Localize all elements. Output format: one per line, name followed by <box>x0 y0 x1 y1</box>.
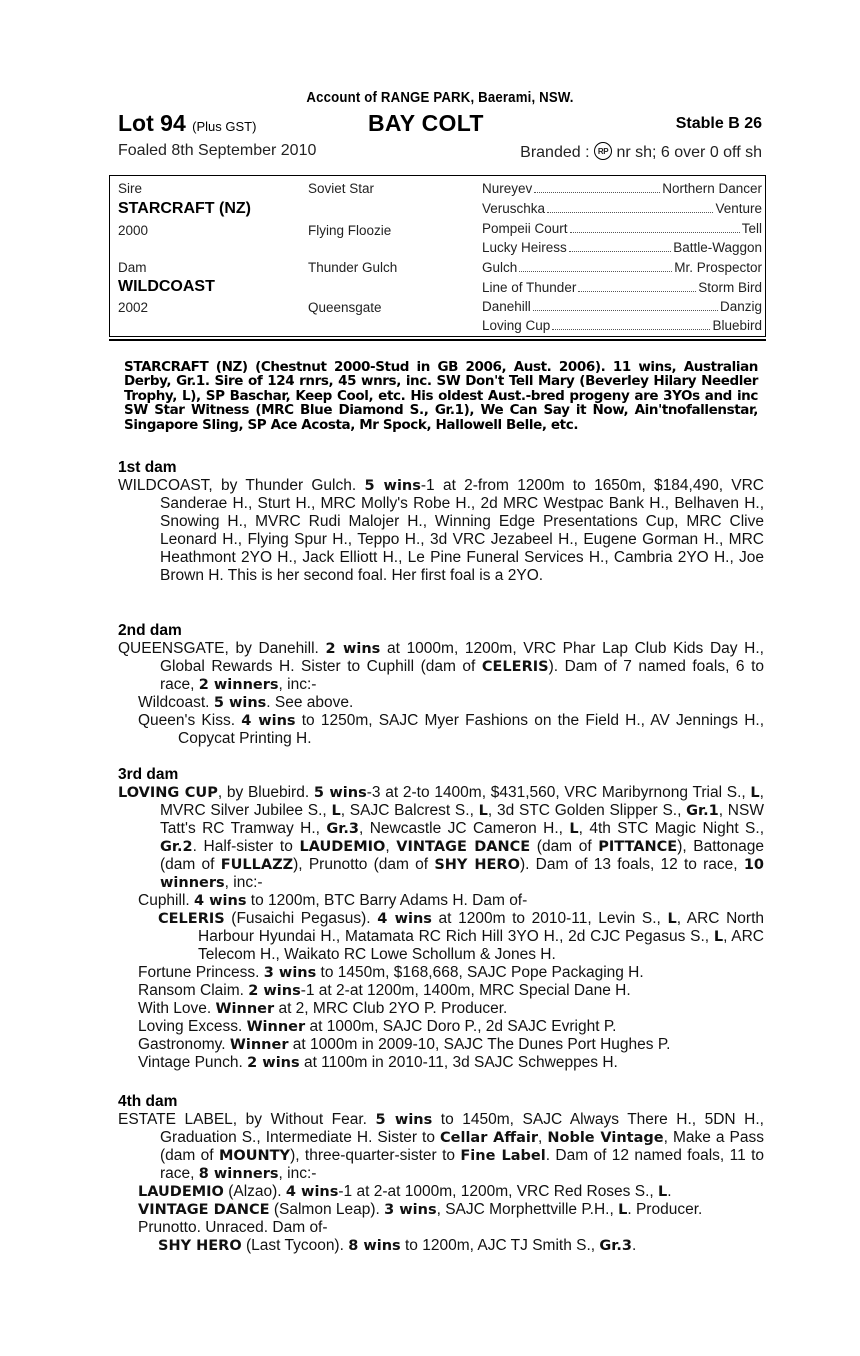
ancestor-right: Tell <box>741 221 762 236</box>
first-dam-section <box>118 459 764 585</box>
progeny-entry: Fortune Princess. 3 wins to 1450m, $168,668, SAJC Pope Packaging H. <box>138 964 644 981</box>
ancestor-left: Danehill <box>482 299 531 314</box>
sire-dam: Flying Floozie <box>308 223 392 238</box>
lot-row <box>118 108 762 138</box>
sire-name: STARCRAFT (NZ) <box>118 200 252 217</box>
second-dam-section <box>118 622 764 748</box>
dam-label: Dam <box>118 260 147 275</box>
stable-location: Stable B 26 <box>675 115 762 132</box>
divider <box>109 339 766 341</box>
dam-year: 2002 <box>118 300 149 315</box>
lot-number <box>118 108 256 142</box>
progeny-entry: VINTAGE DANCE (Salmon Leap). 3 wins, SAJC Morphettville P.H., L. Producer. <box>138 1201 703 1218</box>
progeny-entry: LAUDEMIO (Alzao). 4 wins-1 at 2-at 1000m, 1200m, VRC Red Roses S., L. <box>138 1183 672 1200</box>
progeny-entry: With Love. Winner at 2, MRC Club 2YO P. Producer. <box>138 1000 508 1017</box>
vendor-line: Account of RANGE PARK, Baerami, NSW. <box>306 89 574 106</box>
pedigree-table <box>109 175 766 337</box>
section-title: 3rd dam <box>118 766 179 783</box>
first-dam-text: WILDCOAST, by Thunder Gulch. 5 wins-1 at 2-from 1200m to 1650m, $184,490, VRC Sanderae H., Sturt H., MRC Molly's Robe H., 2d MRC Westpac Bank H., Belhaven H., Snowing H., MVRC Rudi Malojer H., Winning Edge Presentations Cup, MRC Clive Leonard H., Flying Spur H., Teppo H., 3d VRC Jezabeel H., Eugene Gorman H., MRC Heathmont 2YO H., Jack Elliott H., Le Pine Funeral Services H., Cambria 2YO H., Joe Brown H. This is her second foal. Her first foal is a 2YO. <box>118 477 764 584</box>
lot-label: Lot 94 <box>118 110 186 136</box>
ancestor-left: Nureyev <box>482 181 533 196</box>
branded-suffix: nr sh; 6 over 0 off sh <box>616 144 762 161</box>
progeny-entry: Loving Excess. Winner at 1000m, SAJC Doro P., 2d SAJC Evright P. <box>138 1018 617 1035</box>
ancestor-row <box>482 298 762 316</box>
ancestor-row <box>482 200 762 218</box>
ancestor-left: Lucky Heiress <box>482 240 567 255</box>
second-dam-text: QUEENSGATE, by Danehill. 2 wins at 1000m, 1200m, VRC Phar Lap Club Kids Day H., Global Rewards H. Sister to Cuphill (dam of CELERIS). Dam of 7 named foals, 6 to race, 2 winners, inc:- <box>118 640 765 693</box>
dam-dam: Queensgate <box>308 300 382 315</box>
ancestor-right: Battle-Waggon <box>673 240 762 255</box>
ancestor-right: Danzig <box>719 299 762 314</box>
progeny-entry: Wildcoast. 5 wins. See above. <box>138 694 354 711</box>
section-title: 1st dam <box>118 459 177 476</box>
progeny-entry: Gastronomy. Winner at 1000m in 2009-10, SAJC The Dunes Port Hughes P. <box>138 1036 671 1053</box>
ancestor-row <box>482 220 762 238</box>
sire-summary: STARCRAFT (NZ) (Chestnut 2000-Stud in GB 2006, Aust. 2006). 11 wins, Australian Derby, Gr.1. Sire of 124 rnrs, 45 wnrs, inc. SW Don't Tell Mary (Beverley Hilary Needler Trophy, L), SP Baschar, Keep Cool, etc. His oldest Aust.-bred progeny are 3YOs and inc SW Star Witness (MRC Blue Diamond S., Gr.1), We Can Say it Now, Ain'tnofallenstar, Singapore Sling, SP Ace Acosta, Mr Spock, Hallowell Belle, etc. <box>124 358 758 433</box>
ancestor-right: Storm Bird <box>698 280 762 295</box>
lot-note: (Plus GST) <box>192 119 257 134</box>
branded-prefix: Branded : <box>520 144 590 161</box>
third-dam-text: LOVING CUP, by Bluebird. 5 wins-3 at 2-to 1400m, $431,560, VRC Maribyrnong Trial S., L, MVRC Silver Jubilee S., L, SAJC Balcrest S., L, 3d STC Golden Slipper S., Gr.1, NSW Tatt's RC Tramway H., Gr.3, Newcastle JC Cameron H., L, 4th STC Magic Night S., Gr.2. Half-sister to LAUDEMIO, VINTAGE DANCE (dam of PITTANCE), Battonage (dam of FULLAZZ), Prunotto (dam of SHY HERO). Dam of 13 foals, 12 to race, 10 winners, inc:- <box>118 784 764 891</box>
section-title: 2nd dam <box>118 622 182 639</box>
progeny-entry: Ransom Claim. 2 wins-1 at 2-at 1200m, 1400m, MRC Special Dane H. <box>138 982 631 999</box>
ancestor-row <box>482 279 762 297</box>
ancestor-row <box>482 180 762 198</box>
ancestor-row <box>482 239 762 257</box>
catalogue-header <box>118 88 762 166</box>
sire-label: Sire <box>118 181 143 196</box>
ancestor-row <box>482 259 762 277</box>
ancestor-left: Line of Thunder <box>482 280 577 295</box>
ancestor-left: Gulch <box>482 260 518 275</box>
foaled-row <box>118 138 762 166</box>
fourth-dam-text: ESTATE LABEL, by Without Fear. 5 wins to 1450m, SAJC Always There H., 5DN H., Graduation S., Intermediate H. Sister to Cellar Affair, Noble Vintage, Make a Pass (dam of MOUNTY), three-quarter-sister to Fine Label. Dam of 12 named foals, 11 to race, 8 winners, inc:- <box>118 1111 764 1182</box>
ancestor-left: Veruschka <box>482 201 546 216</box>
progeny-entry: Prunotto. Unraced. Dam of- <box>138 1219 328 1236</box>
ancestor-row <box>482 317 762 335</box>
progeny-entry: CELERIS (Fusaichi Pegasus). 4 wins at 1200m to 2010-11, Levin S., L, ARC North Harbour Hyundai H., Matamata RC Rich Hill 3YO H., 2d CJC Pegasus S., L, ARC Telecom H., Waikato RC Lowe Schollum & Jones H. <box>158 910 765 963</box>
section-title: 4th dam <box>118 1093 178 1110</box>
third-dam-section <box>118 766 764 1072</box>
sire-sire: Soviet Star <box>308 181 375 196</box>
progeny-entry: Queen's Kiss. 4 wins to 1250m, SAJC Myer Fashions on the Field H., AV Jennings H., Copycat Printing H. <box>138 712 764 747</box>
ancestor-left: Loving Cup <box>482 318 551 333</box>
dam-sire: Thunder Gulch <box>308 260 398 275</box>
sire-year: 2000 <box>118 223 149 238</box>
lot-description: BAY COLT <box>368 110 484 136</box>
ancestor-left: Pompeii Court <box>482 221 568 236</box>
ancestor-right: Bluebird <box>712 318 762 333</box>
progeny-entry: SHY HERO (Last Tycoon). 8 wins to 1200m, AJC TJ Smith S., Gr.3. <box>158 1237 637 1254</box>
ancestor-right: Mr. Prospector <box>674 260 762 275</box>
ancestor-right: Venture <box>715 201 762 216</box>
brand-info <box>520 142 762 162</box>
ancestor-right: Northern Dancer <box>662 181 762 196</box>
foaled-date: Foaled 8th September 2010 <box>118 142 317 159</box>
dam-name: WILDCOAST <box>118 278 215 295</box>
progeny-entry: Vintage Punch. 2 wins at 1100m in 2010-11, 3d SAJC Schweppes H. <box>138 1054 618 1071</box>
fourth-dam-section <box>118 1093 764 1255</box>
rp-brand-icon: RP <box>594 142 612 160</box>
progeny-entry: Cuphill. 4 wins to 1200m, BTC Barry Adams H. Dam of- <box>138 892 528 909</box>
